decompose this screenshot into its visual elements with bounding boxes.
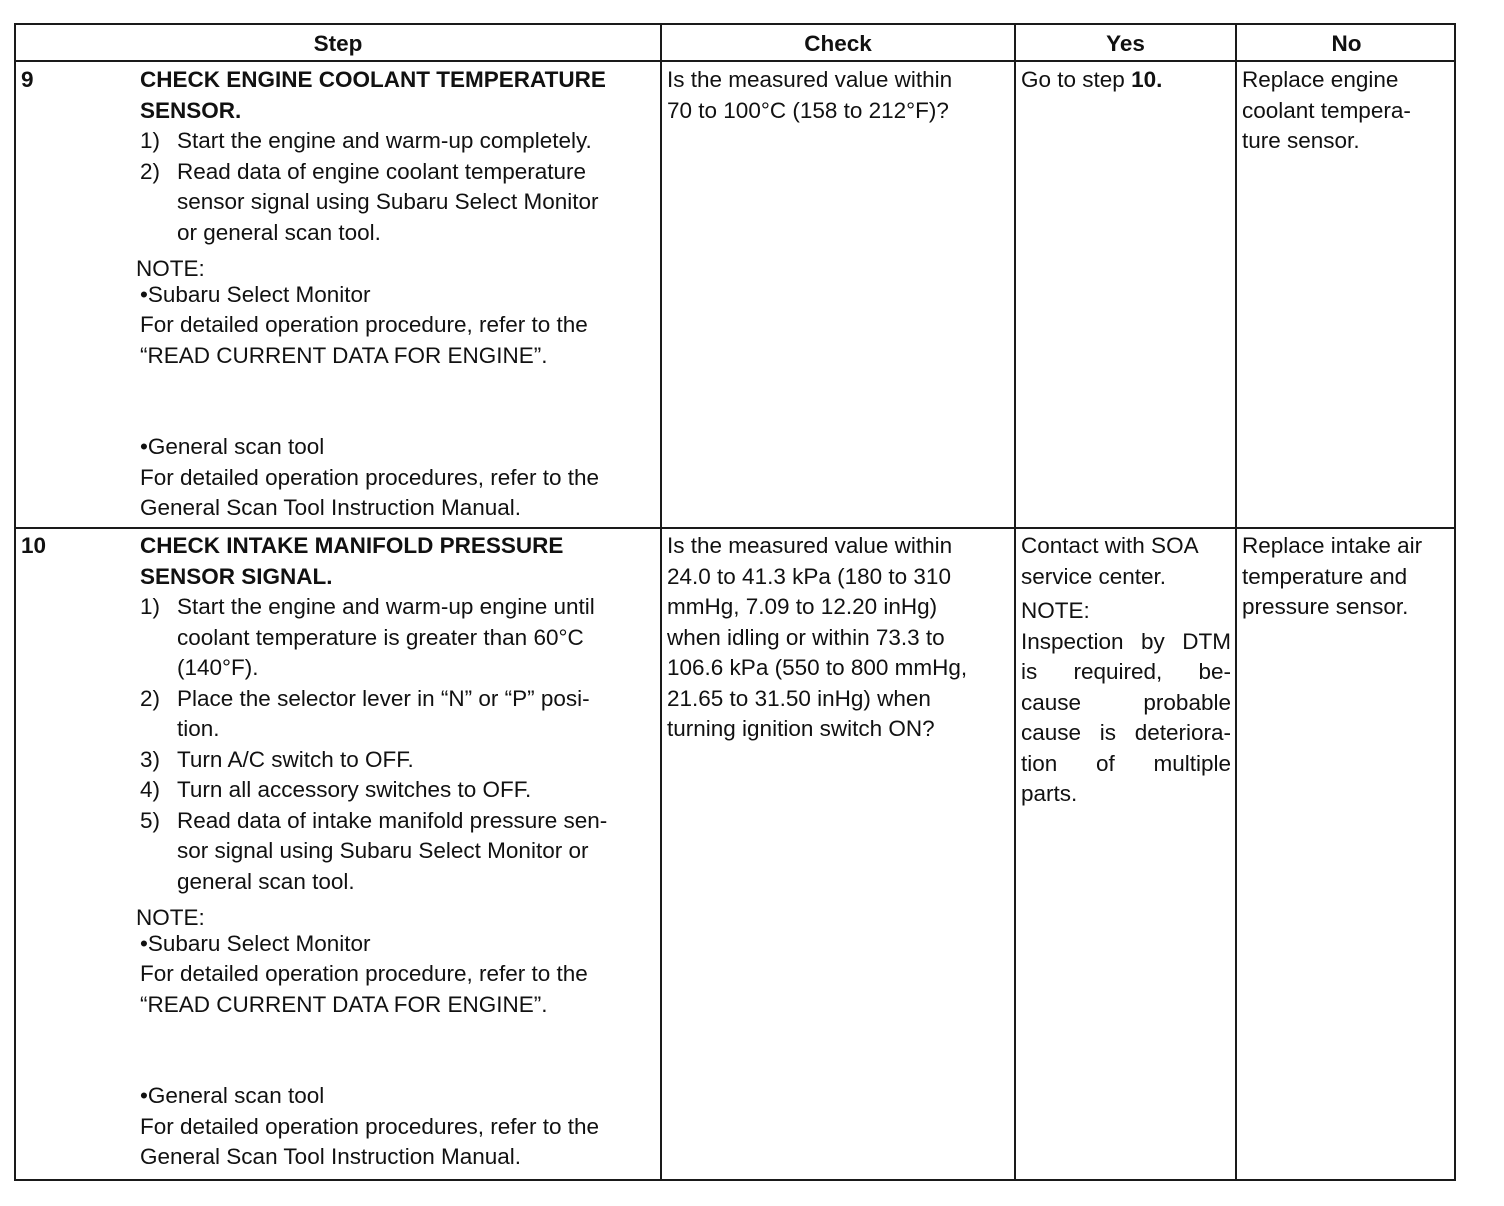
yes-note-text: cause is deteriora- — [1021, 720, 1231, 745]
list-item-text: general scan tool. — [177, 868, 355, 894]
list-item-number: 5) — [140, 807, 161, 833]
yes-text: Contact with SOA — [1021, 533, 1199, 558]
check-text: 70 to 100°C (158 to 212°F)? — [667, 97, 949, 123]
no-text: Replace engine — [1242, 67, 1399, 92]
list-item — [140, 775, 658, 806]
list-item-number: 2) — [140, 158, 161, 184]
step-title: SENSOR SIGNAL. — [140, 563, 333, 589]
note-text: For detailed operation procedure, refer to the — [140, 312, 588, 337]
note-label: NOTE: — [136, 256, 205, 281]
check-text: Is the measured value within — [667, 67, 953, 92]
note-scan-label: •General scan tool — [140, 1083, 325, 1108]
note-scan-label: •General scan tool — [140, 434, 325, 459]
check-text: turning ignition switch ON? — [667, 716, 935, 741]
no-cell — [1242, 531, 1452, 623]
step-title: CHECK INTAKE MANIFOLD PRESSURE — [140, 533, 564, 558]
check-text: 24.0 to 41.3 kPa (180 to 310 — [667, 563, 951, 589]
column-divider-yes — [1014, 25, 1016, 1179]
header-no: No — [1331, 31, 1362, 56]
yes-note-label: NOTE: — [1021, 598, 1090, 623]
list-item-number: 1) — [140, 594, 161, 619]
note-text: General Scan Tool Instruction Manual. — [140, 1144, 522, 1169]
header-check: Check — [804, 31, 872, 56]
yes-step-reference: 10. — [1131, 67, 1163, 92]
list-item — [140, 806, 658, 898]
list-item-number: 4) — [140, 777, 161, 802]
step-number: 10 — [21, 533, 47, 558]
no-cell — [1242, 65, 1452, 157]
check-text: 21.65 to 31.50 inHg) when — [667, 685, 931, 711]
list-item-text: Read data of engine coolant temperature — [177, 158, 587, 184]
note-text: For detailed operation procedures, refer to the — [140, 1113, 600, 1139]
list-item-text: Place the selector lever in “N” or “P” posi- — [177, 685, 590, 711]
note-text: For detailed operation procedure, refer to the — [140, 961, 588, 986]
yes-note-text: cause probable — [1021, 689, 1231, 715]
list-item-text: sor signal using Subaru Select Monitor or — [177, 838, 589, 863]
note-text: For detailed operation procedures, refer to the — [140, 464, 600, 490]
list-item — [140, 126, 658, 157]
step-description — [136, 531, 658, 1173]
list-item-text: Read data of intake manifold pressure sen- — [177, 807, 608, 833]
no-text: pressure sensor. — [1242, 594, 1409, 619]
check-text: Is the measured value within — [667, 533, 953, 558]
list-item-number: 2) — [140, 685, 161, 711]
step-number: 9 — [21, 67, 34, 92]
row-divider — [16, 527, 1454, 529]
list-item-number: 1) — [140, 128, 161, 153]
yes-cell — [1021, 65, 1231, 96]
yes-note-text: parts. — [1021, 781, 1078, 806]
yes-cell — [1021, 531, 1231, 810]
yes-text: Go to step — [1021, 67, 1132, 92]
list-item — [140, 157, 658, 249]
list-item-text: or general scan tool. — [177, 219, 381, 245]
check-cell — [667, 531, 1009, 745]
column-divider-no — [1235, 25, 1237, 1179]
list-item — [140, 684, 658, 745]
list-item-text: tion. — [177, 716, 220, 741]
check-text: 106.6 kPa (550 to 800 mmHg, — [667, 655, 968, 680]
list-item-text: Turn A/C switch to OFF. — [177, 746, 414, 772]
step-description — [136, 65, 658, 524]
note-monitor-label: •Subaru Select Monitor — [140, 281, 371, 307]
troubleshooting-table — [14, 23, 1456, 1181]
check-cell — [667, 65, 1009, 126]
note-text: “READ CURRENT DATA FOR ENGINE”. — [140, 342, 548, 368]
check-text: mmHg, 7.09 to 12.20 inHg) — [667, 594, 938, 619]
no-text: ture sensor. — [1242, 128, 1360, 153]
note-label: NOTE: — [136, 905, 205, 930]
column-divider-check — [660, 25, 662, 1179]
check-text: when idling or within 73.3 to — [667, 624, 945, 650]
list-item-text: Turn all accessory switches to OFF. — [177, 777, 532, 802]
list-item — [140, 745, 658, 776]
note-text: General Scan Tool Instruction Manual. — [140, 495, 522, 520]
list-item-number: 3) — [140, 746, 161, 772]
no-text: Replace intake air — [1242, 533, 1423, 558]
step-title: SENSOR. — [140, 97, 242, 123]
list-item — [140, 592, 658, 684]
note-text: “READ CURRENT DATA FOR ENGINE”. — [140, 991, 548, 1017]
header-step: Step — [313, 31, 363, 56]
yes-note-text: Inspection by DTM — [1021, 628, 1231, 654]
yes-note-text: is required, be- — [1021, 659, 1231, 684]
yes-note-text: tion of multiple — [1021, 750, 1231, 776]
no-text: coolant tempera- — [1242, 97, 1411, 123]
list-item-text: coolant temperature is greater than 60°C — [177, 624, 584, 650]
list-item-text: (140°F). — [177, 655, 259, 680]
header-yes: Yes — [1106, 31, 1145, 56]
step-title: CHECK ENGINE COOLANT TEMPERATURE — [140, 67, 606, 92]
list-item-text: Start the engine and warm-up completely. — [177, 128, 592, 153]
no-text: temperature and — [1242, 563, 1408, 589]
list-item-text: sensor signal using Subaru Select Monitor — [177, 189, 599, 214]
yes-text: service center. — [1021, 563, 1167, 589]
list-item-text: Start the engine and warm-up engine until — [177, 594, 595, 619]
note-monitor-label: •Subaru Select Monitor — [140, 930, 371, 956]
